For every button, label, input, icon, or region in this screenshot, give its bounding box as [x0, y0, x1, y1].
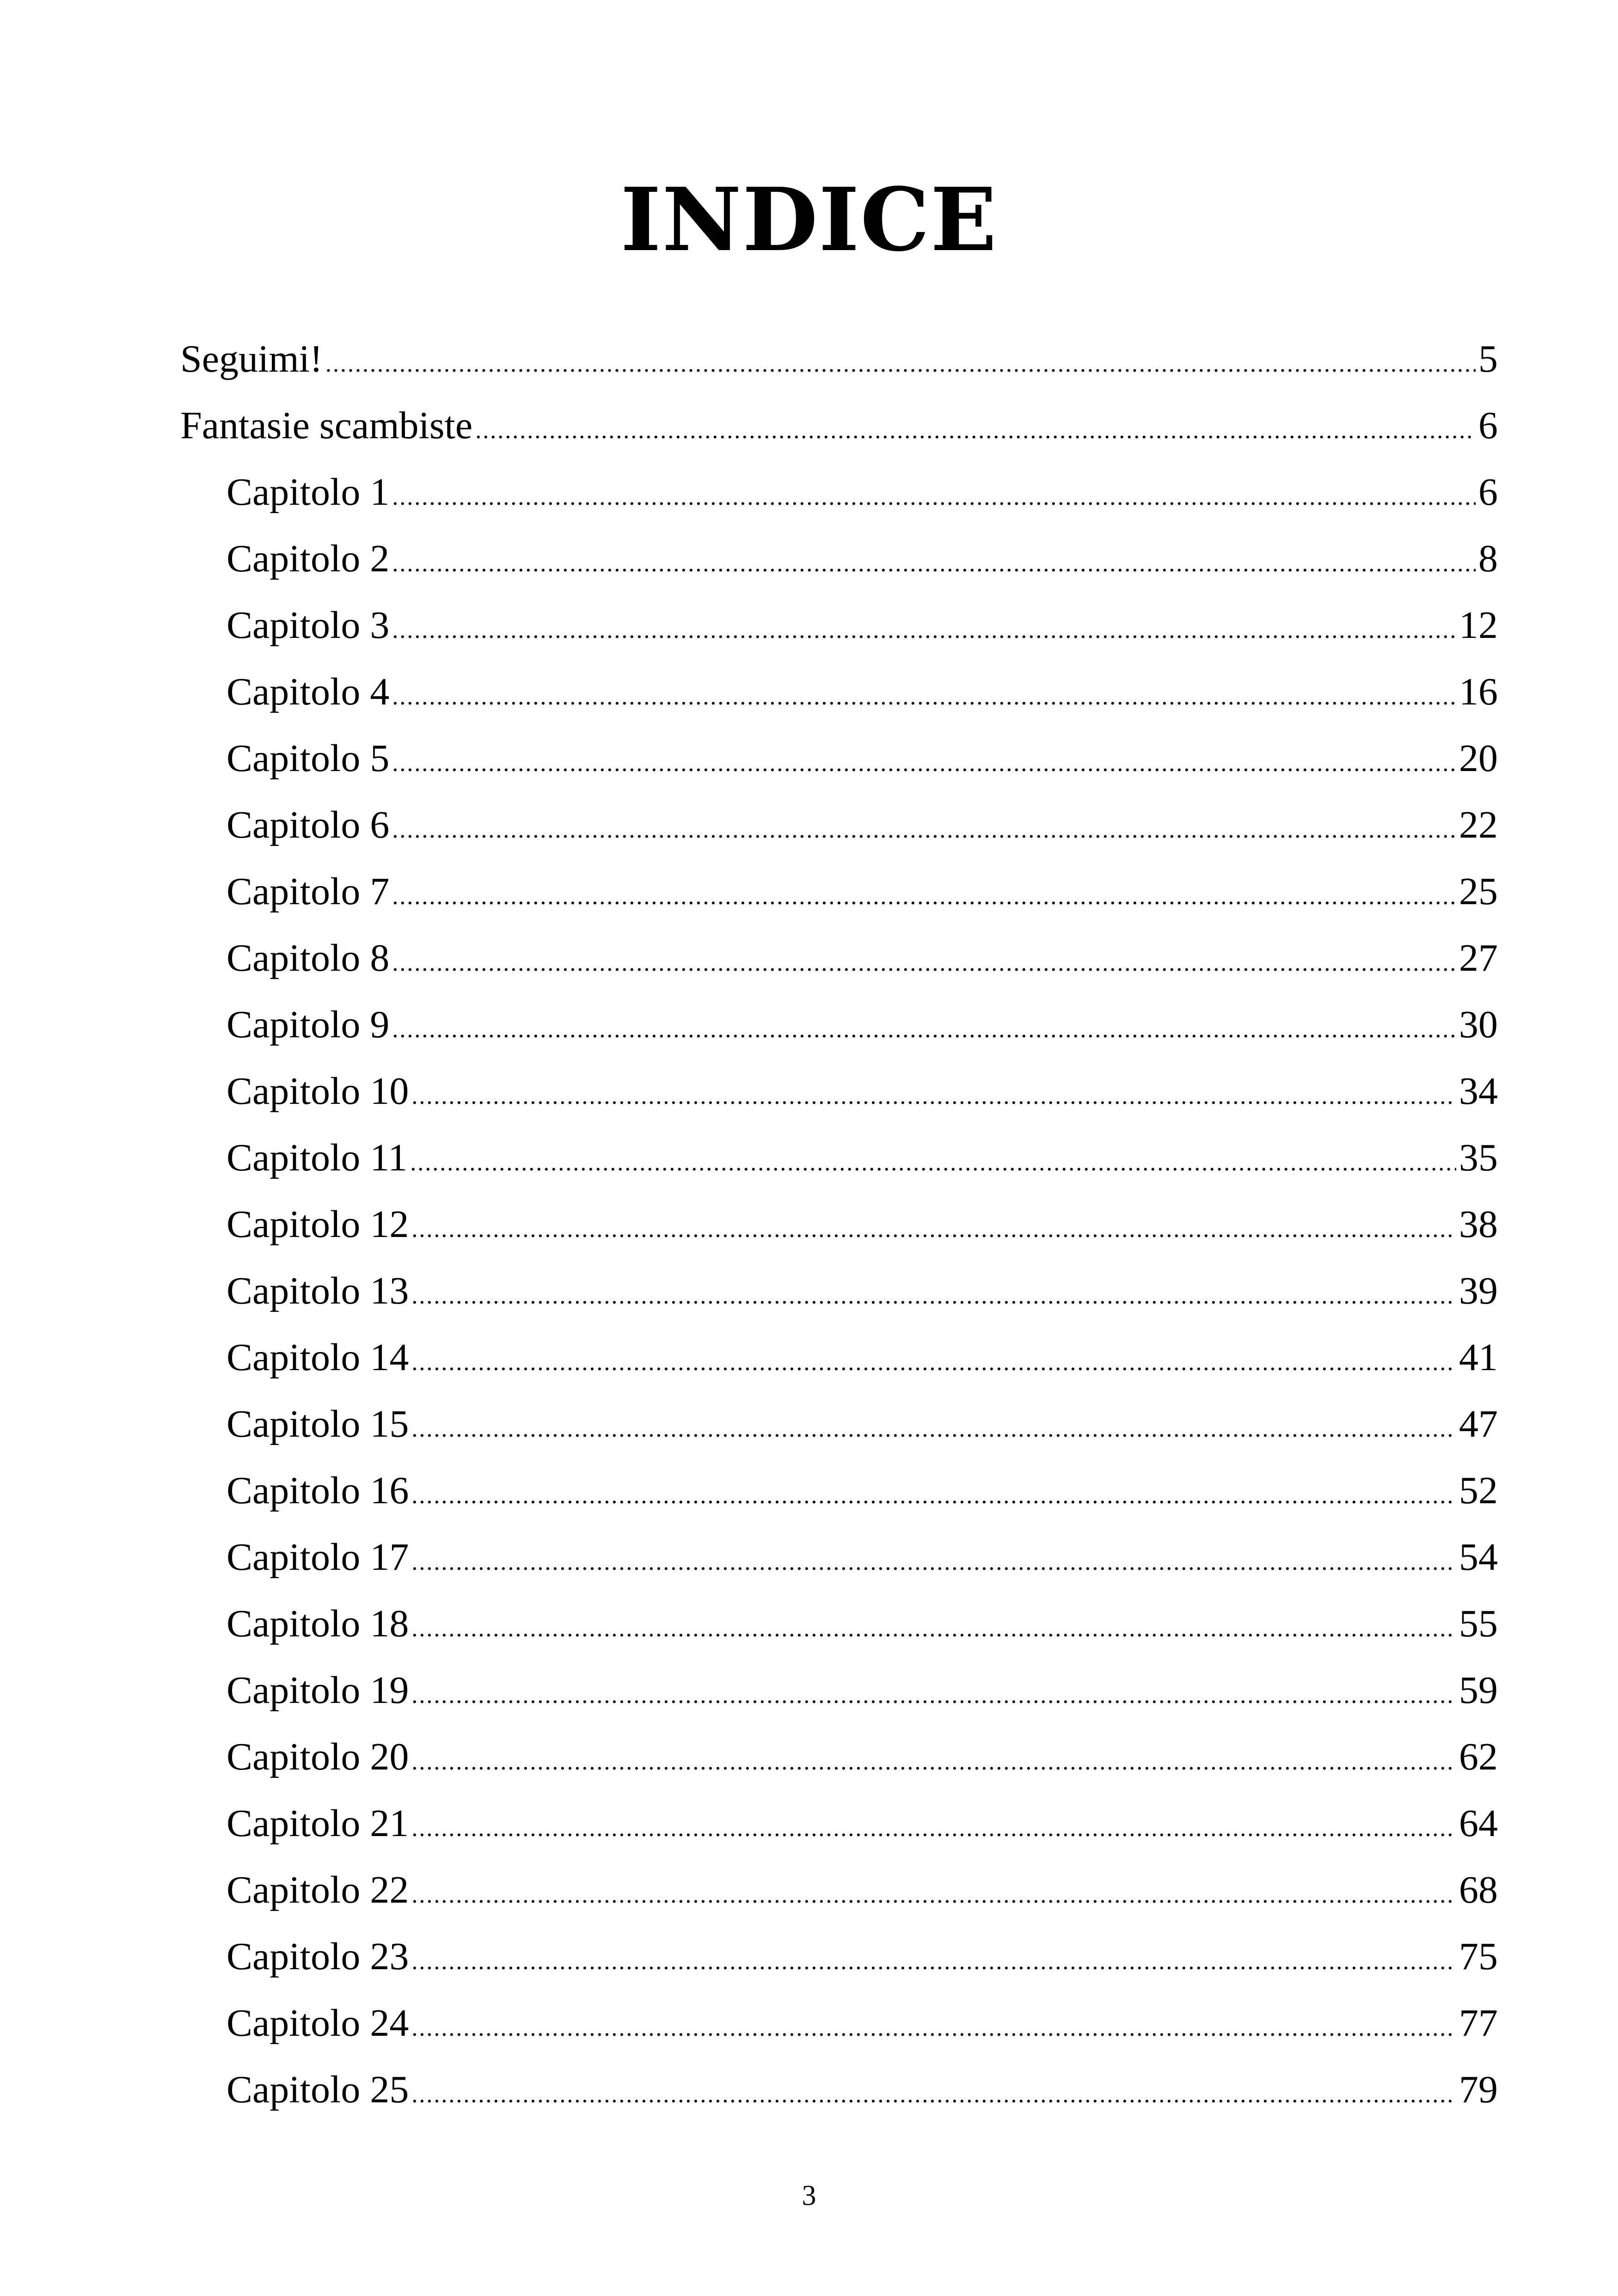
toc-entry-page: 20 — [1459, 737, 1498, 780]
toc-entry-label: Capitolo 3 — [227, 604, 390, 647]
toc-dot-leader — [475, 398, 1476, 464]
toc-entry-page: 16 — [1459, 670, 1498, 713]
toc-entry-page: 27 — [1459, 937, 1498, 980]
toc-entry[interactable] — [180, 459, 1498, 526]
toc-entry-page: 35 — [1459, 1136, 1498, 1179]
toc-entry[interactable] — [180, 992, 1498, 1058]
toc-entry-page: 79 — [1459, 2068, 1498, 2111]
toc-entry-page: 75 — [1459, 1935, 1498, 1978]
toc-entry-label: Capitolo 11 — [227, 1136, 408, 1179]
toc-dot-leader — [411, 1995, 1456, 2062]
toc-entry[interactable] — [180, 592, 1498, 659]
toc-entry-label: Capitolo 17 — [227, 1536, 409, 1579]
toc-dot-leader — [392, 597, 1456, 664]
toc-entry[interactable] — [180, 1591, 1498, 1657]
toc-entry-page: 6 — [1478, 471, 1498, 514]
toc-entry[interactable] — [180, 1990, 1498, 2057]
toc-dot-leader — [411, 2062, 1456, 2128]
toc-entry[interactable] — [180, 659, 1498, 725]
toc-entry[interactable] — [180, 1790, 1498, 1857]
toc-dot-leader — [392, 997, 1456, 1063]
toc-dot-leader — [411, 1929, 1456, 1995]
toc-dot-leader — [410, 1130, 1456, 1196]
toc-dot-leader — [411, 1063, 1456, 1130]
toc-entry[interactable] — [180, 1923, 1498, 1990]
toc-entry-page: 8 — [1478, 537, 1498, 580]
toc-entry-page: 68 — [1459, 1868, 1498, 1911]
toc-dot-leader — [411, 1463, 1456, 1529]
toc-entry-page: 47 — [1459, 1402, 1498, 1445]
toc-entry-page: 62 — [1459, 1735, 1498, 1778]
toc-entry-page: 5 — [1478, 337, 1498, 380]
toc-dot-leader — [411, 1596, 1456, 1662]
toc-entry-page: 30 — [1459, 1003, 1498, 1046]
toc-dot-leader — [392, 797, 1456, 863]
toc-entry[interactable] — [180, 1191, 1498, 1258]
page-number: 3 — [802, 2180, 816, 2211]
toc-entry-label: Capitolo 12 — [227, 1203, 409, 1246]
toc-dot-leader — [392, 464, 1476, 531]
toc-entry-page: 39 — [1459, 1269, 1498, 1312]
toc-dot-leader — [411, 1263, 1456, 1329]
toc-dot-leader — [411, 1329, 1456, 1396]
toc-entry-label: Capitolo 5 — [227, 737, 390, 780]
toc-entry-label: Capitolo 9 — [227, 1003, 390, 1046]
toc-entry-label: Capitolo 7 — [227, 870, 390, 913]
toc-entry-page: 25 — [1459, 870, 1498, 913]
toc-entry-label: Capitolo 23 — [227, 1935, 409, 1978]
toc-dot-leader — [411, 1662, 1456, 1729]
toc-entry[interactable] — [180, 1657, 1498, 1724]
toc-entry-label: Capitolo 25 — [227, 2068, 409, 2111]
toc-entry-page: 41 — [1459, 1336, 1498, 1379]
toc-entry[interactable] — [180, 392, 1498, 459]
toc-entry[interactable] — [180, 2057, 1498, 2123]
toc-entry-page: 59 — [1459, 1669, 1498, 1712]
toc-entry-page: 54 — [1459, 1536, 1498, 1579]
toc-entry-label: Capitolo 15 — [227, 1402, 409, 1445]
toc-entry[interactable] — [180, 1857, 1498, 1923]
toc-entry-label: Seguimi! — [180, 337, 323, 380]
toc-entry-label: Capitolo 20 — [227, 1735, 409, 1778]
toc-dot-leader — [411, 1396, 1456, 1463]
toc-entry-label: Capitolo 10 — [227, 1070, 409, 1113]
toc-dot-leader — [392, 531, 1476, 597]
toc-entry-page: 6 — [1478, 404, 1498, 447]
toc-dot-leader — [411, 1729, 1456, 1795]
toc-entry-label: Capitolo 8 — [227, 937, 390, 980]
toc-entry[interactable] — [180, 526, 1498, 592]
toc-dot-leader — [411, 1795, 1456, 1862]
page-title: INDICE — [620, 168, 998, 271]
toc-dot-leader — [392, 930, 1456, 997]
toc-entry-label: Capitolo 2 — [227, 537, 390, 580]
toc-entry[interactable] — [180, 1524, 1498, 1591]
toc-entry[interactable] — [180, 1391, 1498, 1457]
toc-entry-label: Capitolo 24 — [227, 2002, 409, 2045]
table-of-contents — [180, 326, 1498, 2123]
toc-entry-page: 34 — [1459, 1070, 1498, 1113]
toc-entry[interactable] — [180, 1457, 1498, 1524]
toc-entry-label: Capitolo 4 — [227, 670, 390, 713]
toc-entry[interactable] — [180, 792, 1498, 858]
toc-dot-leader — [411, 1862, 1456, 1929]
toc-entry-page: 52 — [1459, 1469, 1498, 1512]
toc-entry-label: Capitolo 13 — [227, 1269, 409, 1312]
toc-entry[interactable] — [180, 326, 1498, 392]
toc-entry-label: Capitolo 14 — [227, 1336, 409, 1379]
toc-dot-leader — [392, 664, 1456, 730]
toc-entry[interactable] — [180, 925, 1498, 992]
toc-entry[interactable] — [180, 1258, 1498, 1324]
toc-dot-leader — [392, 863, 1456, 930]
toc-entry-label: Capitolo 19 — [227, 1669, 409, 1712]
toc-dot-leader — [325, 331, 1476, 398]
toc-entry[interactable] — [180, 1125, 1498, 1191]
toc-entry-page: 38 — [1459, 1203, 1498, 1246]
toc-entry-page: 22 — [1459, 803, 1498, 846]
toc-entry-label: Capitolo 16 — [227, 1469, 409, 1512]
toc-entry-label: Fantasie scambiste — [180, 404, 473, 447]
toc-entry-label: Capitolo 22 — [227, 1868, 409, 1911]
toc-entry-page: 55 — [1459, 1602, 1498, 1645]
toc-entry[interactable] — [180, 1058, 1498, 1125]
toc-entry[interactable] — [180, 1724, 1498, 1790]
toc-entry[interactable] — [180, 725, 1498, 792]
toc-entry-page: 77 — [1459, 2002, 1498, 2045]
toc-dot-leader — [411, 1196, 1456, 1263]
toc-entry-page: 64 — [1459, 1802, 1498, 1845]
toc-dot-leader — [392, 730, 1456, 797]
toc-entry-page: 12 — [1459, 604, 1498, 647]
toc-entry[interactable] — [180, 1324, 1498, 1391]
toc-entry-label: Capitolo 1 — [227, 471, 390, 514]
toc-entry-label: Capitolo 6 — [227, 803, 390, 846]
toc-entry[interactable] — [180, 858, 1498, 925]
toc-entry-label: Capitolo 21 — [227, 1802, 409, 1845]
toc-entry-label: Capitolo 18 — [227, 1602, 409, 1645]
toc-dot-leader — [411, 1529, 1456, 1596]
